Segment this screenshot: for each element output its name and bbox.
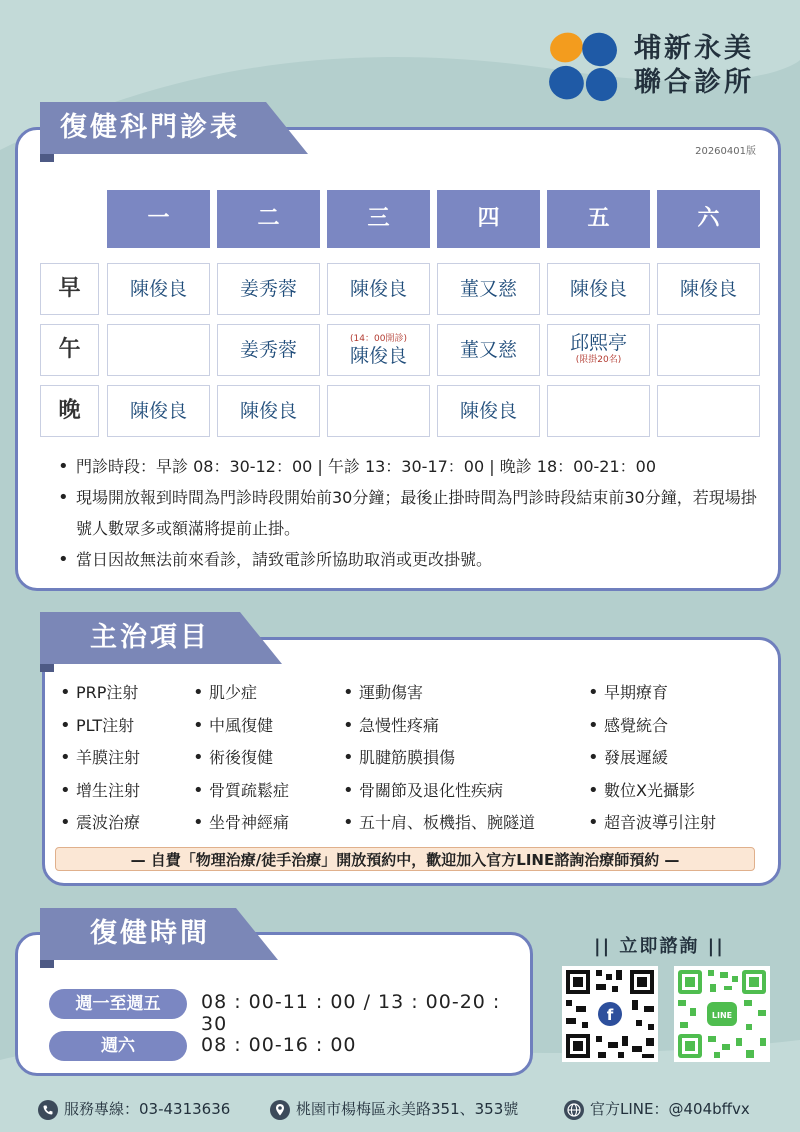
treatment-item: • 早期療育: [586, 677, 716, 710]
treatment-item: • 超音波導引注射: [586, 807, 716, 840]
facebook-qr-code[interactable]: [562, 966, 658, 1062]
slot-evening-mon: [107, 385, 210, 437]
slot-evening-thu: [437, 385, 540, 437]
treatment-item: • 骨關節及退化性疾病: [341, 775, 535, 808]
doctor-name: 姜秀蓉: [239, 339, 297, 361]
treatment-item: • 坐骨神經痛: [191, 807, 289, 840]
treatment-item: • 發展遲緩: [586, 742, 716, 775]
row-label-evening: 晚: [40, 385, 99, 437]
line-qr-code[interactable]: [674, 966, 770, 1062]
note-item: • 現場開放報到時間為門診時段開始前30分鐘；最後止掛時間為門診時段結束前30分鐘，若現場掛號人數眾多或額滿將提前止掛。: [56, 482, 766, 544]
weekday-pill: 週一至週五: [49, 989, 187, 1019]
slot-morning-fri: [547, 263, 650, 315]
slot-morning-mon: [107, 263, 210, 315]
doctor-name: 陳俊良: [129, 400, 187, 422]
slot-morning-sat: [657, 263, 760, 315]
treatment-item: • PRP注射: [58, 677, 140, 710]
treatment-column-2: [191, 677, 289, 840]
doctor-name: 陳俊良: [349, 345, 407, 367]
svg-text:f: f: [606, 1006, 614, 1024]
doctor-name: 陳俊良: [679, 278, 737, 300]
slot-afternoon-thu: [437, 324, 540, 376]
treatment-item: • 運動傷害: [341, 677, 535, 710]
slot-afternoon-wed: [327, 324, 430, 376]
slot-morning-thu: [437, 263, 540, 315]
clinic-logo-icon: [545, 28, 623, 106]
treatment-item: • 羊膜注射: [58, 742, 140, 775]
doctor-name: 陳俊良: [349, 278, 407, 300]
treatment-item: • 震波治療: [58, 807, 140, 840]
day-header-tue: 二: [217, 190, 320, 248]
treatment-item: • 肌腱筋膜損傷: [341, 742, 535, 775]
treatment-item: • 數位X光攝影: [586, 775, 716, 808]
quota-note: (限掛20名): [575, 355, 622, 365]
consult-title: || 立即諮詢 ||: [594, 936, 725, 957]
clinic-name-line2: 聯合診所: [634, 67, 754, 98]
doctor-name: 董又慈: [459, 339, 517, 361]
doctor-name: 陳俊良: [239, 400, 297, 422]
phone-icon: [38, 1100, 58, 1120]
doctor-name: 陳俊良: [459, 400, 517, 422]
line-id-text: 官方LINE：@404bffvx: [590, 1100, 750, 1118]
saturday-pill: 週六: [49, 1031, 187, 1061]
schedule-notes: [56, 451, 766, 575]
row-label-morning: 早: [40, 263, 99, 315]
treatment-item: • 急慢性疼痛: [341, 710, 535, 743]
rehab-hours-title: 復健時間: [40, 908, 236, 960]
slot-afternoon-fri: [547, 324, 650, 376]
saturday-hours: 08 : 00-16 : 00: [201, 1034, 357, 1056]
doctor-name: 陳俊良: [569, 278, 627, 300]
day-header-mon: 一: [107, 190, 210, 248]
day-header-wed: 三: [327, 190, 430, 248]
treatment-item: • 中風復健: [191, 710, 289, 743]
slot-morning-tue: [217, 263, 320, 315]
note-item: • 門診時段：早診 08：30-12：00 | 午診 13：30-17：00 | 晚診 18：00-21：00: [56, 451, 766, 482]
treatment-item: • 感覺統合: [586, 710, 716, 743]
globe-icon: [564, 1100, 584, 1120]
treatment-item: • 五十肩、板機指、腕隧道: [341, 807, 535, 840]
treatment-column-1: [58, 677, 140, 840]
footer-phone[interactable]: [38, 1098, 230, 1120]
treatments-card: [42, 637, 781, 886]
slot-evening-tue: [217, 385, 320, 437]
slot-afternoon-tue: [217, 324, 320, 376]
footer-line[interactable]: [564, 1098, 750, 1120]
self-pay-banner: — 自費「物理治療/徒手治療」開放預約中，歡迎加入官方LINE諮詢治療師預約 —: [55, 847, 755, 871]
footer-address[interactable]: [270, 1098, 518, 1120]
schedule-card: [15, 127, 781, 591]
treatment-column-3: [341, 677, 535, 840]
clinic-name: [634, 32, 784, 100]
day-header-thu: 四: [437, 190, 540, 248]
treatment-item: • 骨質疏鬆症: [191, 775, 289, 808]
slot-evening-fri: [547, 385, 650, 437]
day-header-fri: 五: [547, 190, 650, 248]
clinic-name-line1: 埔新永美: [634, 33, 754, 64]
slot-afternoon-mon: [107, 324, 210, 376]
slot-evening-wed: [327, 385, 430, 437]
doctor-name: 董又慈: [459, 278, 517, 300]
doctor-name: 姜秀蓉: [239, 278, 297, 300]
day-header-sat: 六: [657, 190, 760, 248]
address-text: 桃園市楊梅區永美路351、353號: [296, 1100, 519, 1118]
treatment-item: • 術後復健: [191, 742, 289, 775]
slot-afternoon-sat: [657, 324, 760, 376]
location-pin-icon: [270, 1100, 290, 1120]
svg-text:LINE: LINE: [711, 1011, 733, 1020]
version-label: 20260401版: [695, 146, 756, 157]
slot-morning-wed: [327, 263, 430, 315]
slot-evening-sat: [657, 385, 760, 437]
treatment-item: • 肌少症: [191, 677, 289, 710]
note-item: • 當日因故無法前來看診，請致電診所協助取消或更改掛號。: [56, 544, 766, 575]
phone-text: 服務專線：03-4313636: [64, 1100, 231, 1118]
doctor-name: 陳俊良: [129, 278, 187, 300]
row-label-afternoon: 午: [40, 324, 99, 376]
treatment-item: • PLT注射: [58, 710, 140, 743]
doctor-name: 邱熙亭: [569, 332, 627, 354]
treatment-column-4: [586, 677, 716, 840]
treatment-item: • 增生注射: [58, 775, 140, 808]
treatments-title: 主治項目: [40, 612, 240, 664]
clinic-open-note: (14：00開診): [350, 334, 407, 344]
schedule-title: 復健科門診表: [40, 102, 266, 154]
weekday-hours: 08 : 00-11 : 00 / 13 : 00-20 : 30: [201, 991, 501, 1035]
